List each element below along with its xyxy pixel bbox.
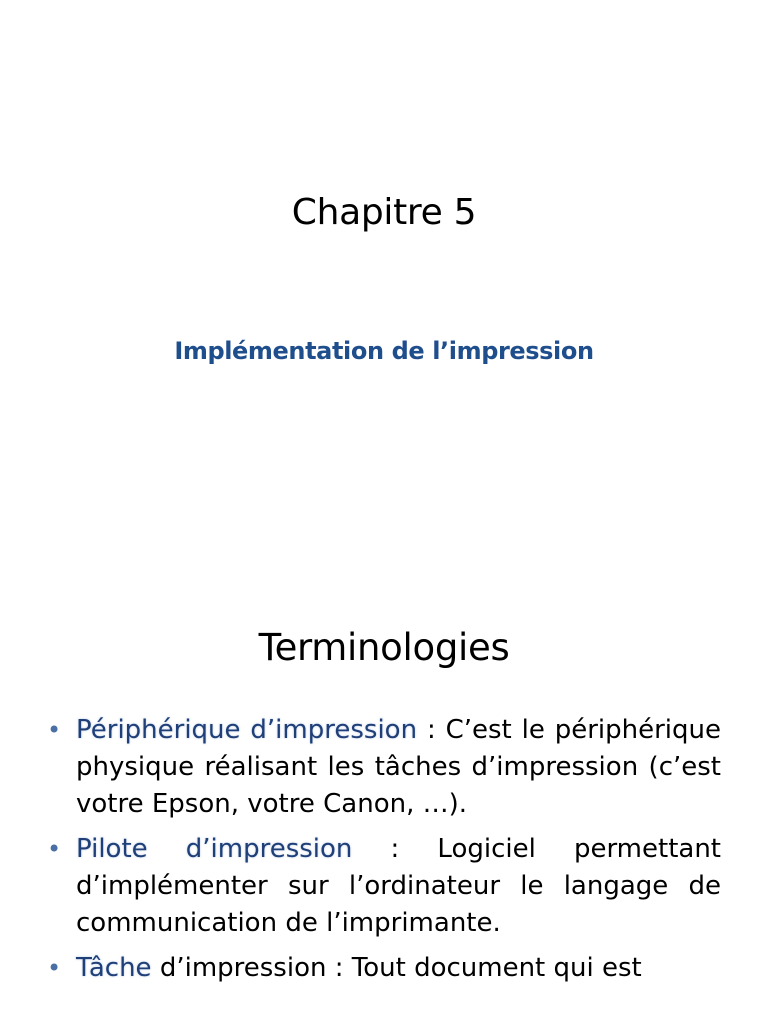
chapter-title: Chapitre 5 (291, 192, 477, 233)
term-definition: d’impression : Tout document qui est (151, 953, 642, 983)
section-title: Terminologies (258, 626, 510, 669)
list-item (45, 831, 721, 942)
term-label: Tâche (76, 953, 152, 983)
list-item (45, 950, 721, 987)
term-label: Pilote d’impression (76, 834, 353, 864)
term-definition: : C’est le périphérique physique réalisant les tâches d’impression (c’est votre Epson, votre Canon, …). (76, 715, 722, 819)
bullet-icon: • (47, 954, 62, 982)
term-label: Périphérique d’impression (76, 715, 418, 745)
bullet-icon: • (47, 716, 62, 744)
terminology-list (45, 712, 721, 995)
list-item (45, 712, 721, 823)
slide-terminologies (0, 576, 768, 1024)
chapter-subtitle: Implémentation de l’impression (174, 337, 594, 365)
bullet-icon: • (47, 835, 62, 863)
term-definition: : Logiciel permettant d’implémenter sur l’ordinateur le langage de communication de l’imprimante. (76, 834, 721, 938)
